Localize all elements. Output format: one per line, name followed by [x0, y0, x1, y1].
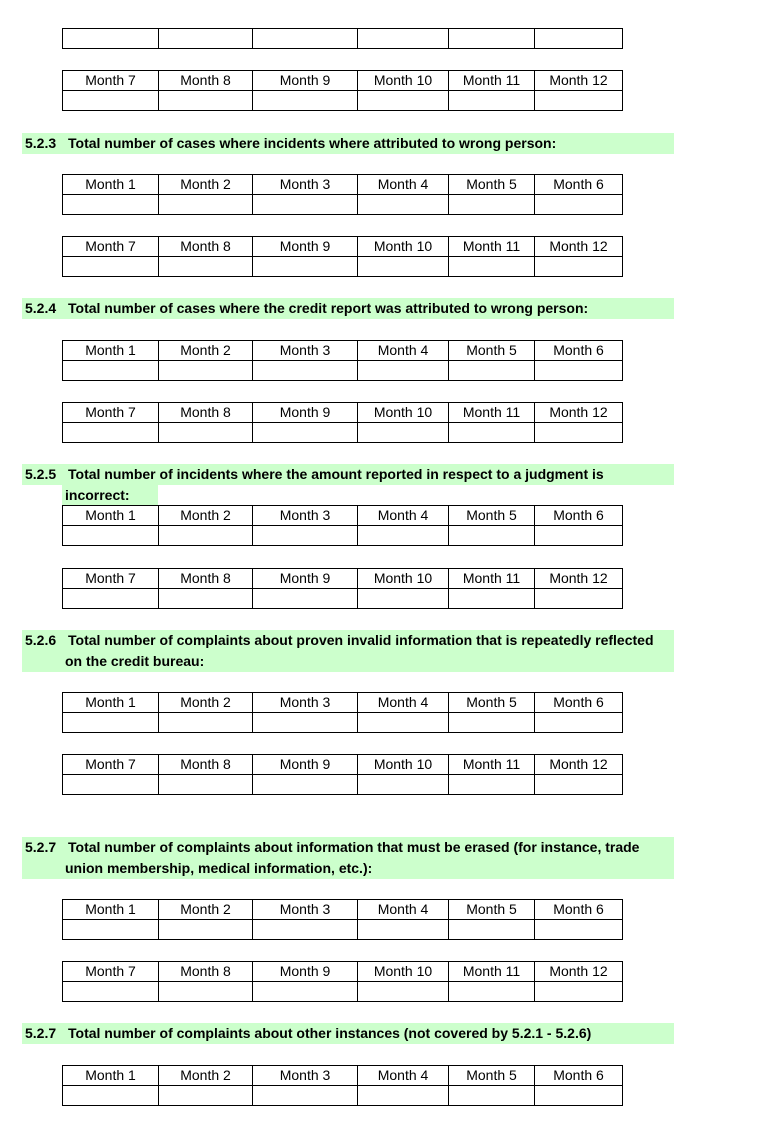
month-label: Month 5 — [449, 175, 535, 195]
month-label: Month 4 — [358, 175, 449, 195]
month-label: Month 4 — [358, 506, 449, 526]
partial-table-top — [62, 28, 623, 49]
month-label: Month 7 — [63, 962, 159, 982]
value-cell[interactable] — [449, 29, 535, 49]
value-cell[interactable] — [63, 920, 159, 940]
value-cell[interactable] — [253, 775, 358, 795]
value-cell[interactable] — [159, 526, 253, 546]
month-label: Month 12 — [535, 403, 623, 423]
section-number: 5.2.5 — [25, 466, 57, 482]
value-cell[interactable] — [449, 775, 535, 795]
month-label: Month 8 — [159, 569, 253, 589]
month-table-1-6 — [62, 505, 623, 546]
value-cell[interactable] — [253, 920, 358, 940]
section-title-line1: Total number of complaints about information that must be erased (for instance, trade — [68, 839, 640, 855]
month-label: Month 7 — [63, 237, 159, 257]
value-cell[interactable] — [63, 91, 159, 111]
month-header-row — [63, 962, 623, 982]
month-label: Month 6 — [535, 693, 623, 713]
section-title-line1: Total number of incidents where the amount reported in respect to a judgment is — [68, 466, 604, 482]
value-cell[interactable] — [535, 775, 623, 795]
month-label: Month 7 — [63, 755, 159, 775]
value-cell[interactable] — [63, 526, 159, 546]
month-label: Month 6 — [535, 1066, 623, 1086]
value-cell[interactable] — [63, 775, 159, 795]
month-table-7-12 — [62, 754, 623, 795]
month-header-row — [63, 693, 623, 713]
value-cell[interactable] — [159, 257, 253, 277]
month-label: Month 7 — [63, 569, 159, 589]
section-heading-5-2-5 — [22, 464, 604, 506]
value-cell[interactable] — [449, 1086, 535, 1106]
value-cell[interactable] — [253, 526, 358, 546]
section-heading-5-2-7-erased — [22, 837, 639, 879]
month-label: Month 6 — [535, 341, 623, 361]
value-cell[interactable] — [159, 361, 253, 381]
section-heading-5-2-3 — [22, 133, 556, 154]
month-label: Month 4 — [358, 341, 449, 361]
value-cell[interactable] — [253, 423, 358, 443]
month-label: Month 4 — [358, 1066, 449, 1086]
month-label: Month 3 — [253, 506, 358, 526]
month-table-7-12 — [62, 961, 623, 1002]
section-number: 5.2.7 — [25, 839, 57, 855]
month-label: Month 7 — [63, 403, 159, 423]
value-cell[interactable] — [159, 423, 253, 443]
value-cell[interactable] — [535, 526, 623, 546]
month-header-row — [63, 71, 623, 91]
value-cell[interactable] — [253, 195, 358, 215]
month-label: Month 8 — [159, 962, 253, 982]
month-table-7-12 — [62, 70, 623, 111]
value-cell[interactable] — [253, 713, 358, 733]
month-label: Month 9 — [253, 237, 358, 257]
month-value-row — [63, 589, 623, 609]
value-cell[interactable] — [159, 713, 253, 733]
value-cell[interactable] — [159, 589, 253, 609]
value-cell[interactable] — [253, 1086, 358, 1106]
month-value-row — [63, 920, 623, 940]
month-label: Month 9 — [253, 403, 358, 423]
month-label: Month 3 — [253, 1066, 358, 1086]
section-title-line2: union membership, medical information, etc.): — [65, 860, 373, 876]
month-value-row — [63, 195, 623, 215]
value-cell[interactable] — [535, 1086, 623, 1106]
section-number: 5.2.4 — [25, 300, 57, 316]
value-cell[interactable] — [449, 195, 535, 215]
month-header-row — [63, 237, 623, 257]
month-label: Month 3 — [253, 900, 358, 920]
value-cell[interactable] — [358, 195, 449, 215]
section-heading-5-2-7-other — [22, 1023, 591, 1044]
month-value-row — [63, 257, 623, 277]
value-cell[interactable] — [253, 29, 358, 49]
value-cell[interactable] — [63, 29, 159, 49]
section-title-line2: incorrect: — [65, 487, 130, 503]
month-header-row — [63, 569, 623, 589]
month-label: Month 12 — [535, 237, 623, 257]
value-cell[interactable] — [449, 526, 535, 546]
value-cell[interactable] — [358, 982, 449, 1002]
month-value-row — [63, 713, 623, 733]
value-cell[interactable] — [535, 29, 623, 49]
value-cell[interactable] — [358, 29, 449, 49]
month-header-row — [63, 341, 623, 361]
month-label: Month 5 — [449, 693, 535, 713]
value-cell[interactable] — [358, 361, 449, 381]
month-table-7-12 — [62, 568, 623, 609]
month-value-row — [63, 526, 623, 546]
value-cell[interactable] — [63, 713, 159, 733]
month-label: Month 4 — [358, 900, 449, 920]
month-table-1-6 — [62, 899, 623, 940]
month-label: Month 5 — [449, 506, 535, 526]
value-cell[interactable] — [159, 775, 253, 795]
month-value-row — [63, 91, 623, 111]
month-table-7-12 — [62, 236, 623, 277]
month-header-row — [63, 1066, 623, 1086]
month-label: Month 2 — [159, 1066, 253, 1086]
section-heading-5-2-6 — [22, 630, 654, 672]
month-label: Month 10 — [358, 403, 449, 423]
value-cell[interactable] — [535, 91, 623, 111]
value-cell[interactable] — [159, 920, 253, 940]
value-cell[interactable] — [63, 257, 159, 277]
month-label: Month 2 — [159, 506, 253, 526]
value-cell[interactable] — [63, 361, 159, 381]
month-label: Month 2 — [159, 693, 253, 713]
month-label: Month 1 — [63, 1066, 159, 1086]
section-title-line1: Total number of complaints about proven invalid information that is repeatedly reflected — [68, 632, 654, 648]
section-title: Total number of complaints about other instances (not covered by 5.2.1 - 5.2.6) — [68, 1025, 592, 1041]
value-cell[interactable] — [449, 713, 535, 733]
month-label: Month 12 — [535, 569, 623, 589]
month-label: Month 8 — [159, 403, 253, 423]
month-label: Month 1 — [63, 341, 159, 361]
month-label: Month 12 — [535, 755, 623, 775]
month-label: Month 11 — [449, 962, 535, 982]
value-cell[interactable] — [358, 1086, 449, 1106]
value-cell[interactable] — [535, 257, 623, 277]
month-table-1-6 — [62, 340, 623, 381]
month-label: Month 6 — [535, 175, 623, 195]
month-header-row — [63, 175, 623, 195]
month-label: Month 9 — [253, 755, 358, 775]
month-label: Month 1 — [63, 693, 159, 713]
value-cell[interactable] — [358, 713, 449, 733]
value-cell[interactable] — [535, 920, 623, 940]
month-label: Month 2 — [159, 900, 253, 920]
month-label: Month 3 — [253, 175, 358, 195]
value-cell[interactable] — [449, 257, 535, 277]
month-label: Month 1 — [63, 506, 159, 526]
section-title-line2: on the credit bureau: — [65, 653, 205, 669]
section-title: Total number of cases where the credit report was attributed to wrong person: — [68, 300, 589, 316]
value-cell[interactable] — [449, 589, 535, 609]
section-number: 5.2.6 — [25, 632, 57, 648]
month-label: Month 11 — [449, 71, 535, 91]
month-label: Month 6 — [535, 900, 623, 920]
month-table-1-6 — [62, 174, 623, 215]
value-cell[interactable] — [535, 982, 623, 1002]
month-header-row — [63, 755, 623, 775]
value-cell[interactable] — [358, 775, 449, 795]
value-cell[interactable] — [358, 257, 449, 277]
month-table-1-6 — [62, 1065, 623, 1106]
month-header-row — [63, 506, 623, 526]
value-cell[interactable] — [253, 257, 358, 277]
value-cell[interactable] — [535, 423, 623, 443]
month-table-1-6 — [62, 692, 623, 733]
month-label: Month 12 — [535, 962, 623, 982]
month-table-7-12 — [62, 402, 623, 443]
month-label: Month 11 — [449, 569, 535, 589]
month-label: Month 10 — [358, 71, 449, 91]
month-header-row — [63, 403, 623, 423]
value-cell[interactable] — [449, 361, 535, 381]
month-label: Month 11 — [449, 237, 535, 257]
month-header-row — [63, 900, 623, 920]
value-cell[interactable] — [449, 982, 535, 1002]
value-cell[interactable] — [253, 589, 358, 609]
value-cell[interactable] — [159, 1086, 253, 1106]
month-label: Month 4 — [358, 693, 449, 713]
value-cell[interactable] — [535, 589, 623, 609]
value-cell[interactable] — [159, 29, 253, 49]
value-cell[interactable] — [449, 423, 535, 443]
value-cell[interactable] — [535, 361, 623, 381]
section-number: 5.2.7 — [25, 1025, 57, 1041]
month-label: Month 10 — [358, 237, 449, 257]
month-value-row — [63, 1086, 623, 1106]
month-label: Month 8 — [159, 755, 253, 775]
value-cell[interactable] — [358, 91, 449, 111]
value-cell[interactable] — [63, 195, 159, 215]
month-label: Month 3 — [253, 693, 358, 713]
month-label: Month 5 — [449, 900, 535, 920]
value-cell[interactable] — [63, 423, 159, 443]
month-value-row — [63, 775, 623, 795]
month-value-row — [63, 361, 623, 381]
month-label: Month 5 — [449, 341, 535, 361]
value-cell[interactable] — [535, 195, 623, 215]
value-cell[interactable] — [358, 423, 449, 443]
month-value-row — [63, 982, 623, 1002]
section-number: 5.2.3 — [25, 135, 57, 151]
month-value-row — [63, 423, 623, 443]
section-title: Total number of cases where incidents where attributed to wrong person: — [68, 135, 557, 151]
value-cell[interactable] — [253, 91, 358, 111]
value-cell[interactable] — [449, 920, 535, 940]
month-label: Month 8 — [159, 237, 253, 257]
month-label: Month 6 — [535, 506, 623, 526]
value-cell[interactable] — [253, 982, 358, 1002]
value-cell[interactable] — [63, 1086, 159, 1106]
month-label: Month 2 — [159, 341, 253, 361]
month-label: Month 5 — [449, 1066, 535, 1086]
month-label: Month 9 — [253, 569, 358, 589]
value-cell[interactable] — [63, 589, 159, 609]
value-cell[interactable] — [159, 91, 253, 111]
value-cell[interactable] — [358, 589, 449, 609]
value-cell[interactable] — [159, 982, 253, 1002]
value-cell[interactable] — [63, 982, 159, 1002]
month-label: Month 9 — [253, 71, 358, 91]
value-cell[interactable] — [358, 920, 449, 940]
month-label: Month 12 — [535, 71, 623, 91]
month-label: Month 7 — [63, 71, 159, 91]
month-label: Month 11 — [449, 755, 535, 775]
value-cell[interactable] — [159, 195, 253, 215]
month-label: Month 11 — [449, 403, 535, 423]
month-label: Month 3 — [253, 341, 358, 361]
month-label: Month 1 — [63, 900, 159, 920]
value-cell[interactable] — [358, 526, 449, 546]
section-heading-5-2-4 — [22, 298, 588, 319]
value-cell[interactable] — [535, 713, 623, 733]
month-label: Month 8 — [159, 71, 253, 91]
month-label: Month 9 — [253, 962, 358, 982]
month-label: Month 10 — [358, 755, 449, 775]
month-label: Month 1 — [63, 175, 159, 195]
value-cell[interactable] — [253, 361, 358, 381]
month-label: Month 10 — [358, 569, 449, 589]
month-label: Month 2 — [159, 175, 253, 195]
value-cell[interactable] — [449, 91, 535, 111]
month-label: Month 10 — [358, 962, 449, 982]
